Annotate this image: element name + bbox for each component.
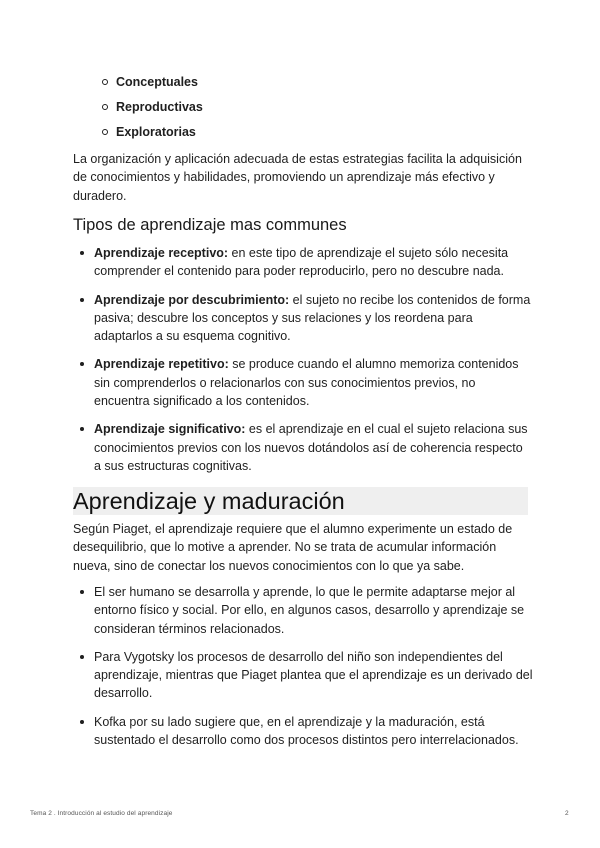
term-description: se produce cuando el alumno memoriza contenidos sin comprenderlos o relacionarlos con sus conocimientos previos, no encuentra significado a los contenidos. [94,357,519,409]
term-label: Aprendizaje por descubrimiento: [94,292,290,307]
term-description: en este tipo de aprendizaje el sujeto sólo necesita comprender el contenido para poder reproducirlo, pero no descubre nada. [94,246,509,279]
list-item: Conceptuales [100,73,203,98]
list-item: El ser humano se desarrolla y aprende, lo que le permite adaptarse mejor al entorno físico y social. Por ello, en algunos casos, desarrollo y aprendizaje se consideran términos relacionados. [73,583,533,638]
learning-types-heading: Tipos de aprendizaje mas communes [73,216,347,234]
list-item [73,244,533,281]
list-item [73,291,533,346]
strategy-type-list [100,73,203,148]
term-label: Aprendizaje receptivo: [94,246,229,260]
list-item: Para Vygotsky los procesos de desarrollo del niño son independientes del aprendizaje, mientras que Piaget plantea que el aprendizaje es un derivado del desarrollo. [73,648,533,703]
term-label: Aprendizaje repetitivo: [94,357,229,372]
list-item: Reproductivas [100,98,203,123]
footer-title: Tema 2 . Introducción al estudio del aprendizaje [30,810,173,817]
page-number: 2 [565,810,569,817]
maturation-list [73,583,533,759]
section-heading: Aprendizaje y maduración [73,487,528,515]
maturation-paragraph: Según Piaget, el aprendizaje requiere que el alumno experimente un estado de desequilibrio, que lo motive a aprender. No se trata de acumular información nueva, sino de conectar los nuevos conocimientos con lo que ya sabe. [73,522,513,573]
list-item: Kofka por su lado sugiere que, en el aprendizaje y la maduración, está sustentado el desarrollo como dos procesos distintos pero interrelacionados. [73,713,533,750]
learning-types-list [73,244,533,485]
list-item [73,355,533,410]
intro-paragraph: La organización y aplicación adecuada de estas estrategias facilita la adquisición de conocimientos y habilidades, promoviendo un aprendizaje más efectivo y duradero. [73,152,522,203]
term-description: es el aprendizaje en el cual el sujeto relaciona sus conocimientos previos con los nuevos dotándolos así de coherencia respecto a sus estructuras cognitivas. [94,422,528,473]
term-description: el sujeto no recibe los contenidos de forma pasiva; descubre los conceptos y sus relaciones y los reordena para adaptarlos a su esquema cognitivo. [94,292,531,344]
list-item: Exploratorias [100,123,203,148]
list-item [73,420,533,475]
term-label: Aprendizaje significativo: [94,422,246,437]
